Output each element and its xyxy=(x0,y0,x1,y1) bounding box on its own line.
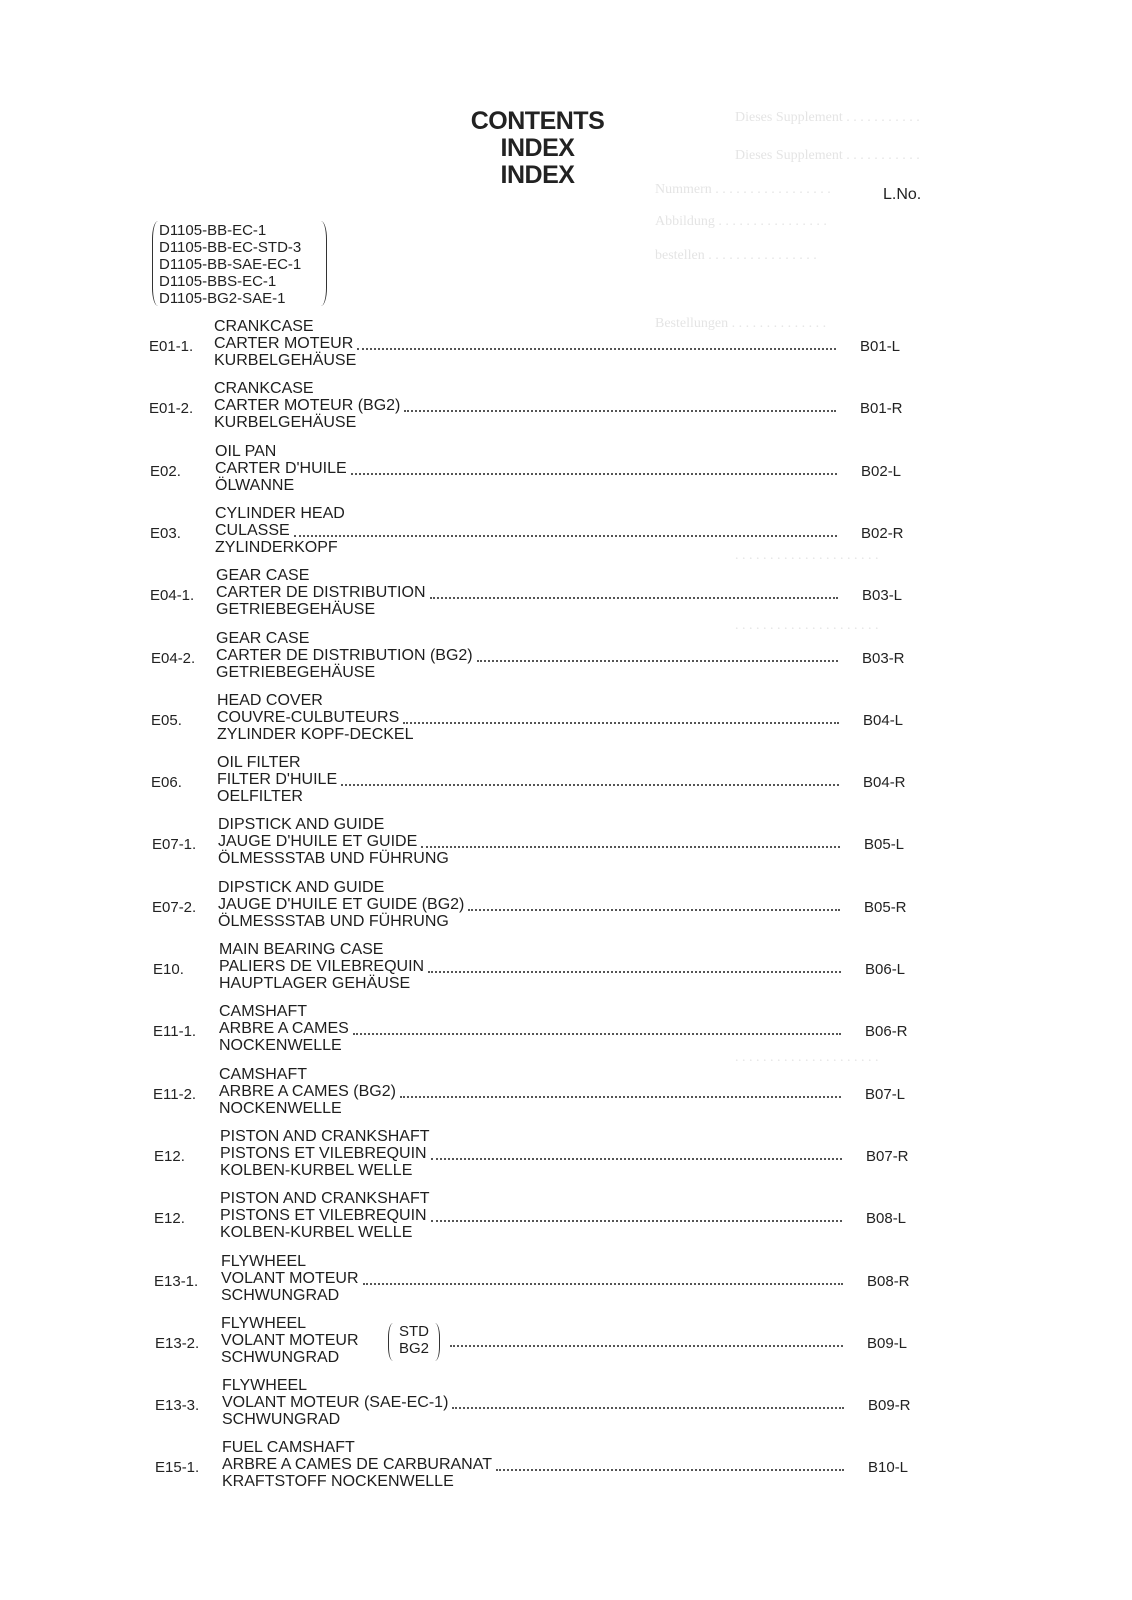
entry-name-de: SCHWUNGRAD xyxy=(221,1287,340,1304)
contents-entry xyxy=(0,380,1132,440)
entry-name-fr: ARBRE A CAMES xyxy=(219,1020,349,1037)
model-list xyxy=(152,221,327,306)
entry-name-de: ÖLMESSSTAB UND FÜHRUNG xyxy=(218,850,449,867)
entry-page-ref: B03-L xyxy=(862,587,903,604)
entry-code: E13-2. xyxy=(155,1335,200,1352)
entry-name-en: PISTON AND CRANKSHAFT xyxy=(220,1190,430,1207)
page-heading xyxy=(0,108,1075,189)
entry-name-fr: FILTER D'HUILE xyxy=(217,771,338,788)
entry-name-en: FLYWHEEL xyxy=(221,1253,307,1270)
entry-code: E07-2. xyxy=(152,899,197,916)
dot-leader xyxy=(431,1220,842,1222)
dot-leader xyxy=(341,784,839,786)
entry-name-en: CRANKCASE xyxy=(214,318,314,335)
dot-leader xyxy=(431,1158,842,1160)
entry-name-en: FUEL CAMSHAFT xyxy=(222,1439,355,1456)
dot-leader xyxy=(421,846,840,848)
model-item: D1105-BBS-EC-1 xyxy=(159,273,277,290)
contents-entry xyxy=(0,941,1132,1001)
entry-page-ref: B09-R xyxy=(868,1397,911,1414)
entry-name-fr: CARTER DE DISTRIBUTION (BG2) xyxy=(216,647,473,664)
entry-name-de: ZYLINDER KOPF-DECKEL xyxy=(217,726,414,743)
dot-leader xyxy=(351,473,837,475)
contents-entry xyxy=(0,692,1132,752)
contents-entry xyxy=(0,1315,1132,1375)
contents-entry xyxy=(0,1190,1132,1250)
dot-leader xyxy=(400,1096,841,1098)
entry-page-ref: B02-R xyxy=(861,525,904,542)
contents-entry xyxy=(0,318,1132,378)
dot-leader xyxy=(404,410,836,412)
entry-name-de: HAUPTLAGER GEHÄUSE xyxy=(219,975,411,992)
entry-name-en: CRANKCASE xyxy=(214,380,314,397)
entry-name-de: GETRIEBEGEHÄUSE xyxy=(216,664,376,681)
dot-leader xyxy=(496,1469,844,1471)
variant-label: BG2 xyxy=(398,1340,429,1357)
contents-entry xyxy=(0,505,1132,565)
contents-entry xyxy=(0,630,1132,690)
model-item: D1105-BB-EC-1 xyxy=(159,222,267,239)
entry-page-ref: B09-L xyxy=(867,1335,908,1352)
entry-name-fr: CULASSE xyxy=(215,522,290,539)
entry-code: E11-1. xyxy=(153,1023,197,1040)
contents-entry xyxy=(0,754,1132,814)
entry-name-en: MAIN BEARING CASE xyxy=(219,941,384,958)
entry-name-de: ZYLINDERKOPF xyxy=(215,539,338,556)
entry-page-ref: B06-R xyxy=(865,1023,908,1040)
dot-leader xyxy=(363,1283,843,1285)
entry-name-de: SCHWUNGRAD xyxy=(221,1349,340,1366)
entry-name-en: GEAR CASE xyxy=(216,567,310,584)
entry-page-ref: B06-L xyxy=(865,961,906,978)
contents-entry xyxy=(0,567,1132,627)
entry-name-fr: PALIERS DE VILEBREQUIN xyxy=(219,958,425,975)
title-index-de: INDEX xyxy=(500,161,575,189)
entry-name-de: OELFILTER xyxy=(217,788,303,805)
entry-name-en: OIL FILTER xyxy=(217,754,301,771)
dot-leader xyxy=(403,722,839,724)
entry-code: E04-1. xyxy=(150,587,195,604)
entry-page-ref: B01-R xyxy=(860,400,903,417)
dot-leader xyxy=(294,535,837,537)
entry-name-de: KRAFTSTOFF NOCKENWELLE xyxy=(222,1473,454,1490)
contents-entry xyxy=(0,1253,1132,1313)
lno-column-header: L.No. xyxy=(883,186,922,203)
dot-leader xyxy=(353,1033,841,1035)
contents-entry xyxy=(0,879,1132,939)
entry-code: E05. xyxy=(151,712,182,729)
entry-page-ref: B08-R xyxy=(867,1273,910,1290)
entry-code: E04-2. xyxy=(151,650,196,667)
entry-name-en: HEAD COVER xyxy=(217,692,323,709)
contents-entry xyxy=(0,816,1132,876)
entry-name-en: GEAR CASE xyxy=(216,630,310,647)
entry-code: E02. xyxy=(150,463,181,480)
variant-label: STD xyxy=(399,1323,429,1340)
contents-entry xyxy=(0,1128,1132,1188)
entry-name-en: DIPSTICK AND GUIDE xyxy=(218,816,385,833)
entry-code: E13-1. xyxy=(154,1273,199,1290)
entry-name-fr: PISTONS ET VILEBREQUIN xyxy=(220,1207,427,1224)
entry-name-de: NOCKENWELLE xyxy=(219,1037,342,1054)
entry-name-de: KURBELGEHÄUSE xyxy=(214,352,357,369)
entry-name-en: CYLINDER HEAD xyxy=(215,505,345,522)
entry-code: E01-1. xyxy=(149,338,194,355)
entry-name-fr: PISTONS ET VILEBREQUIN xyxy=(220,1145,427,1162)
contents-entry xyxy=(0,1377,1132,1437)
variant-bracket xyxy=(388,1323,440,1361)
entry-code: E01-2. xyxy=(149,400,194,417)
contents-entry xyxy=(0,443,1132,503)
entry-code: E11-2. xyxy=(153,1086,197,1103)
entry-name-en: PISTON AND CRANKSHAFT xyxy=(220,1128,430,1145)
entry-page-ref: B10-L xyxy=(868,1459,909,1476)
entry-name-fr: CARTER DE DISTRIBUTION xyxy=(216,584,426,601)
entry-code: E12. xyxy=(154,1148,185,1165)
dot-leader xyxy=(468,909,840,911)
entry-page-ref: B05-L xyxy=(864,836,905,853)
entry-code: E13-3. xyxy=(155,1397,200,1414)
entry-name-fr: JAUGE D'HUILE ET GUIDE xyxy=(218,833,418,850)
dot-leader xyxy=(357,348,836,350)
contents-entry xyxy=(0,1066,1132,1126)
entry-code: E03. xyxy=(150,525,181,542)
entry-name-fr: CARTER MOTEUR xyxy=(214,335,354,352)
entry-name-de: GETRIEBEGEHÄUSE xyxy=(216,601,376,618)
entry-page-ref: B07-L xyxy=(865,1086,906,1103)
entry-name-de: SCHWUNGRAD xyxy=(222,1411,341,1428)
entry-name-en: FLYWHEEL xyxy=(221,1315,307,1332)
entry-name-fr: COUVRE-CULBUTEURS xyxy=(217,709,400,726)
entry-name-en: OIL PAN xyxy=(215,443,277,460)
contents-entry xyxy=(0,1439,1132,1499)
contents-entry xyxy=(0,1003,1132,1063)
entry-name-en: FLYWHEEL xyxy=(222,1377,308,1394)
dot-leader xyxy=(477,660,838,662)
entry-page-ref: B04-R xyxy=(863,774,906,791)
entry-code: E12. xyxy=(154,1210,185,1227)
entry-page-ref: B03-R xyxy=(862,650,905,667)
entry-page-ref: B08-L xyxy=(866,1210,907,1227)
dot-leader xyxy=(452,1407,844,1409)
entry-code: E06. xyxy=(151,774,182,791)
entry-name-de: KOLBEN-KURBEL WELLE xyxy=(220,1224,413,1241)
entry-name-en: DIPSTICK AND GUIDE xyxy=(218,879,385,896)
entry-page-ref: B01-L xyxy=(860,338,901,355)
dot-leader xyxy=(430,597,838,599)
entry-code: E10. xyxy=(153,961,184,978)
entry-page-ref: B07-R xyxy=(866,1148,909,1165)
entry-name-de: ÖLWANNE xyxy=(215,477,295,494)
entry-name-fr: ARBRE A CAMES DE CARBURANAT xyxy=(222,1456,492,1473)
entry-code: E07-1. xyxy=(152,836,197,853)
entry-name-fr: CARTER MOTEUR (BG2) xyxy=(214,397,401,414)
entry-name-de: KOLBEN-KURBEL WELLE xyxy=(220,1162,413,1179)
entry-page-ref: B02-L xyxy=(861,463,902,480)
entry-name-de: KURBELGEHÄUSE xyxy=(214,414,357,431)
entry-name-fr: CARTER D'HUILE xyxy=(215,460,347,477)
entry-name-en: CAMSHAFT xyxy=(219,1066,307,1083)
entry-page-ref: B04-L xyxy=(863,712,904,729)
entry-name-fr: VOLANT MOTEUR xyxy=(221,1332,359,1349)
entry-page-ref: B05-R xyxy=(864,899,907,916)
entry-name-fr: VOLANT MOTEUR xyxy=(221,1270,359,1287)
entry-name-fr: ARBRE A CAMES (BG2) xyxy=(219,1083,396,1100)
model-item: D1105-BG2-SAE-1 xyxy=(159,290,286,307)
dot-leader xyxy=(450,1345,843,1347)
entry-name-fr: JAUGE D'HUILE ET GUIDE (BG2) xyxy=(218,896,465,913)
title-contents: CONTENTS xyxy=(470,107,605,135)
model-item: D1105-BB-EC-STD-3 xyxy=(159,239,302,256)
entry-name-de: ÖLMESSSTAB UND FÜHRUNG xyxy=(218,913,449,930)
dot-leader xyxy=(428,971,841,973)
entry-name-en: CAMSHAFT xyxy=(219,1003,307,1020)
entry-name-de: NOCKENWELLE xyxy=(219,1100,342,1117)
entry-name-fr: VOLANT MOTEUR (SAE-EC-1) xyxy=(222,1394,449,1411)
model-item: D1105-BB-SAE-EC-1 xyxy=(159,256,302,273)
entry-code: E15-1. xyxy=(155,1459,200,1476)
title-index-fr: INDEX xyxy=(500,134,575,162)
